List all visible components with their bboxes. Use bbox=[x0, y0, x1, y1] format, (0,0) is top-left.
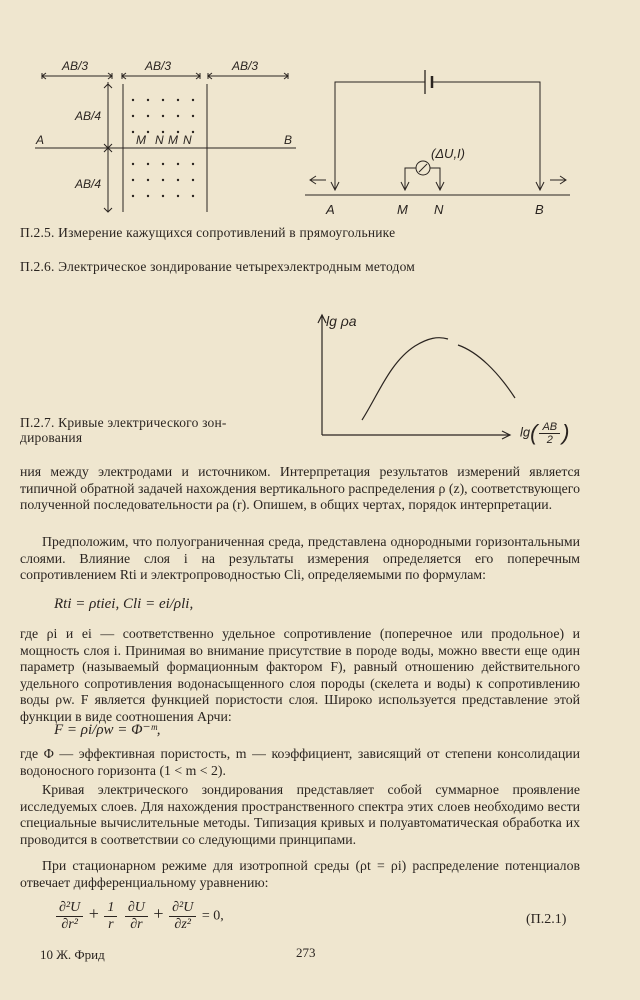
caption-p225: П.2.5. Измерение кажущихся сопротивлений в прямоугольнике bbox=[20, 225, 396, 240]
curve-x-axis-label: lg( $\frac{AB}{2}$ ) bbox=[520, 420, 570, 446]
caption-p226: П.2.6. Электрическое зондирование четырехэлектродным методом bbox=[20, 259, 416, 274]
eq-tail: = 0, bbox=[201, 908, 224, 924]
paragraph-curve: Кривая электрического зондирования представляет собой суммарное проявление исследуемых слоев. Для нахождения пространственного спектра этих слоев необходимо вести специальные вычислительные методы. Типизация кривых и полуавтоматическая обработка их проводится в соответствии со следующими принципами. bbox=[20, 782, 580, 847]
eq-num-2: 1 bbox=[104, 900, 117, 917]
rect-top-label-3: AB/3 bbox=[232, 59, 259, 73]
rect-side-label-2: AB/4 bbox=[75, 177, 102, 191]
rect-label-n1: N bbox=[155, 133, 164, 147]
circuit-label-n: N bbox=[434, 202, 444, 217]
paragraph-porosity: где Φ — эффективная пористость, m — коэффициент, зависящий от степени консолидации водоносного горизонта (1 < m < 2). bbox=[20, 746, 580, 778]
eq-den-1: ∂r² bbox=[61, 917, 78, 932]
curve-x-axis-den: 2 bbox=[546, 433, 553, 446]
caption-p227-line1: П.2.7. Кривые электрического зон- bbox=[20, 415, 227, 430]
eq-den-3: ∂r bbox=[130, 917, 143, 932]
page-number: 273 bbox=[296, 945, 316, 960]
rect-label-m2: M bbox=[168, 133, 178, 147]
paragraph-formation-factor: где ρi и ei — соответственно удельное сопротивление (поперечное или продольное) и мощность слоя i. Принимая во внимание присутствие в породе воды, можно ввести еще один параметр (называемый формационным фактором F), равный отношению действительного удельного сопротивления водонасыщенного слоя породы (скелета и воды) к сопротивлению воды ρw. F является функцией пористости слоя. Широко используется представление этой функции в виде соотношения Арчи: bbox=[20, 626, 580, 724]
curve-x-axis-prefix: lg bbox=[520, 424, 531, 440]
formula-archie: F = ρi/ρw = Φ⁻ᵐ, bbox=[54, 722, 161, 738]
equation-number: (П.2.1) bbox=[526, 912, 567, 927]
circuit-meter-label: (ΔU,I) bbox=[431, 146, 465, 161]
rect-top-label-2: AB/3 bbox=[145, 59, 172, 73]
circuit-label-b: B bbox=[535, 202, 544, 217]
paragraph-intro: ния между электродами и источником. Интерпретация результатов измерений является типичной обратной задачей нахождения вертикального распределения ρ (z), соответствующего полученной последовательности ρa (r). Опишем, в общих чертах, порядок интерпретации. bbox=[20, 464, 580, 513]
equation-p21 bbox=[54, 900, 224, 933]
footer-signature: 10 Ж. Фрид bbox=[40, 947, 105, 962]
circuit-label-m: M bbox=[397, 202, 408, 217]
rect-label-m1: M bbox=[136, 133, 146, 147]
eq-den-4: ∂z² bbox=[174, 917, 191, 932]
curve-y-axis-label: lg ρa bbox=[326, 313, 357, 329]
paragraph-stationary: При стационарном режиме для изотропной среды (ρt = ρi) распределение потенциалов отвечает дифференциальному уравнению: bbox=[20, 858, 580, 890]
rect-label-n2: N bbox=[183, 133, 192, 147]
formula-rti-cli: Rti = ρtiei, Cli = ei/ρli, bbox=[54, 596, 194, 612]
paragraph-layers: Предположим, что полуограниченная среда, представлена однородными горизонтальными слоями. Влияние слоя i на результаты измерения определяется его поперечным сопротивлением Rti и электропроводностью Cli, определяемыми по формулам: bbox=[20, 534, 580, 583]
rect-label-a: A bbox=[36, 133, 45, 147]
curve-x-axis-num: AB bbox=[539, 421, 560, 434]
circuit-label-a: A bbox=[326, 202, 335, 217]
eq-den-2: r bbox=[108, 917, 114, 932]
caption-p227-line2: дирования bbox=[20, 430, 83, 445]
eq-num-3: ∂U bbox=[125, 900, 148, 917]
rect-top-label-1: AB/3 bbox=[62, 59, 89, 73]
rect-label-b: B bbox=[284, 133, 293, 147]
rect-side-label-1: AB/4 bbox=[75, 109, 102, 123]
eq-plus-2: + bbox=[153, 903, 164, 924]
eq-num-4: ∂²U bbox=[169, 900, 196, 917]
eq-num-1: ∂²U bbox=[56, 900, 83, 917]
sounding-curve-line-right bbox=[458, 345, 515, 398]
sounding-curve-line bbox=[362, 338, 448, 420]
eq-plus-1: + bbox=[88, 903, 99, 924]
